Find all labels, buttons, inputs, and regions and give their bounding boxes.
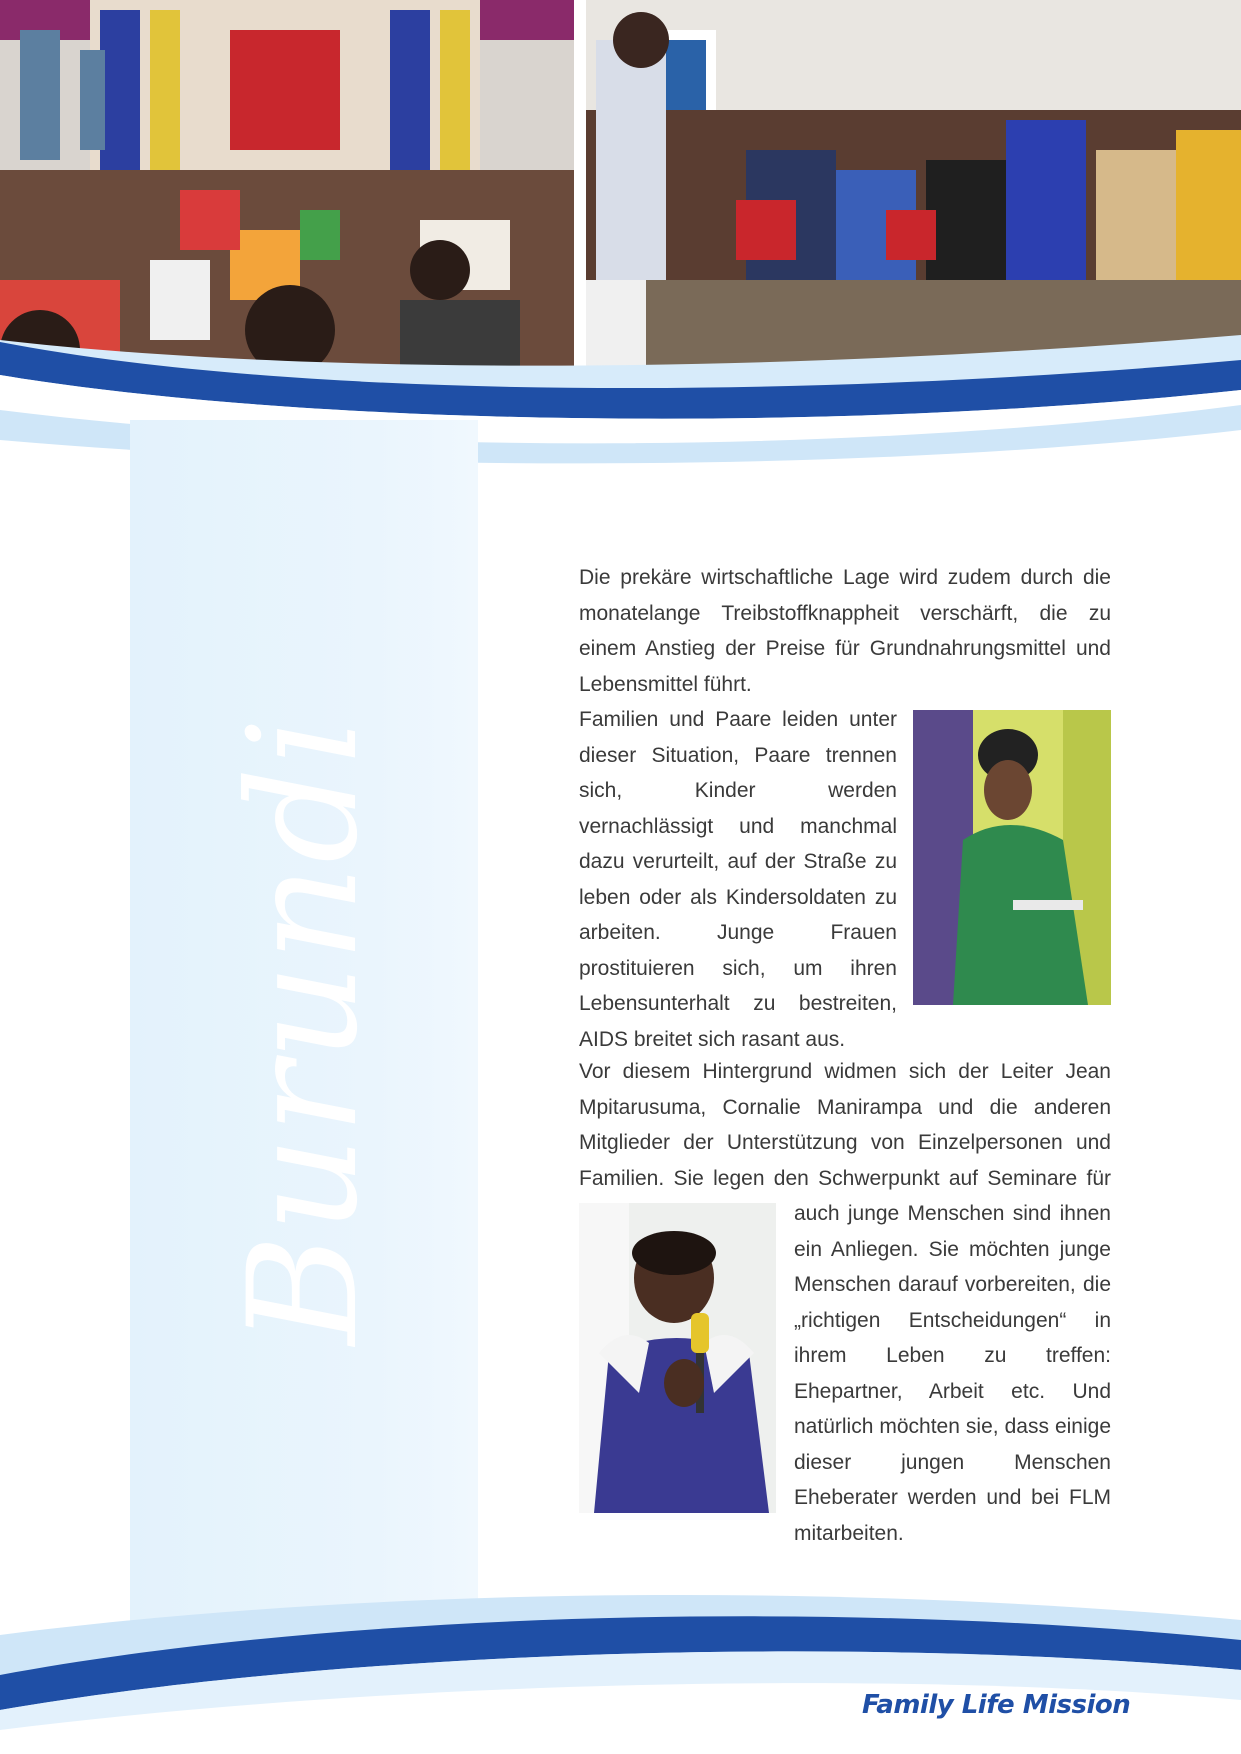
side-title: Burundi <box>217 715 391 1345</box>
paragraph-economic-situation: Die prekäre wirtschaftliche Lage wird zudem durch die monatelange Treibstoffknappheit verschärft, die zu einem Anstieg der Preise für Grundnahrungsmittel und Lebensmittel führt. <box>579 566 1111 696</box>
photo-woman-microphone <box>579 1203 776 1513</box>
paragraph-leaders-support: Vor diesem Hintergrund widmen sich der Leiter Jean Mpitarusuma, Cornalie Manirampa und die anderen Mitglieder der Unterstützung von Einzelpersonen und Familien. Sie legen den Schwerpunkt auf Seminare für <box>579 1060 1111 1190</box>
brand-logo: Family Life Mission <box>862 1690 1131 1720</box>
bottom-wave-decoration <box>0 1580 1241 1754</box>
photo-woman-green-dress <box>913 710 1111 1005</box>
paragraph-families-suffering: Familien und Paare leiden unter dieser Situation, Paare trennen sich, Kinder werden vernachlässigt und manchmal dazu verurteilt, auf der Straße zu leben oder als Kindersoldaten zu arbeiten. Junge Frauen prostituieren sich, um ihren Lebensunterhalt zu bestreiten, AIDS breitet sich rasant aus. <box>579 708 897 1051</box>
paragraph-young-people: auch junge Menschen sind ihnen ein Anliegen. Sie möchten junge Menschen darauf vorbereiten, die „richtigen Entscheidungen“ in ihrem Leben zu treffen: Ehepartner, Arbeit etc. Und natürlich möchten sie, dass einige dieser jungen Menschen Eheberater werden und bei FLM mitarbeiten. <box>794 1202 1111 1545</box>
